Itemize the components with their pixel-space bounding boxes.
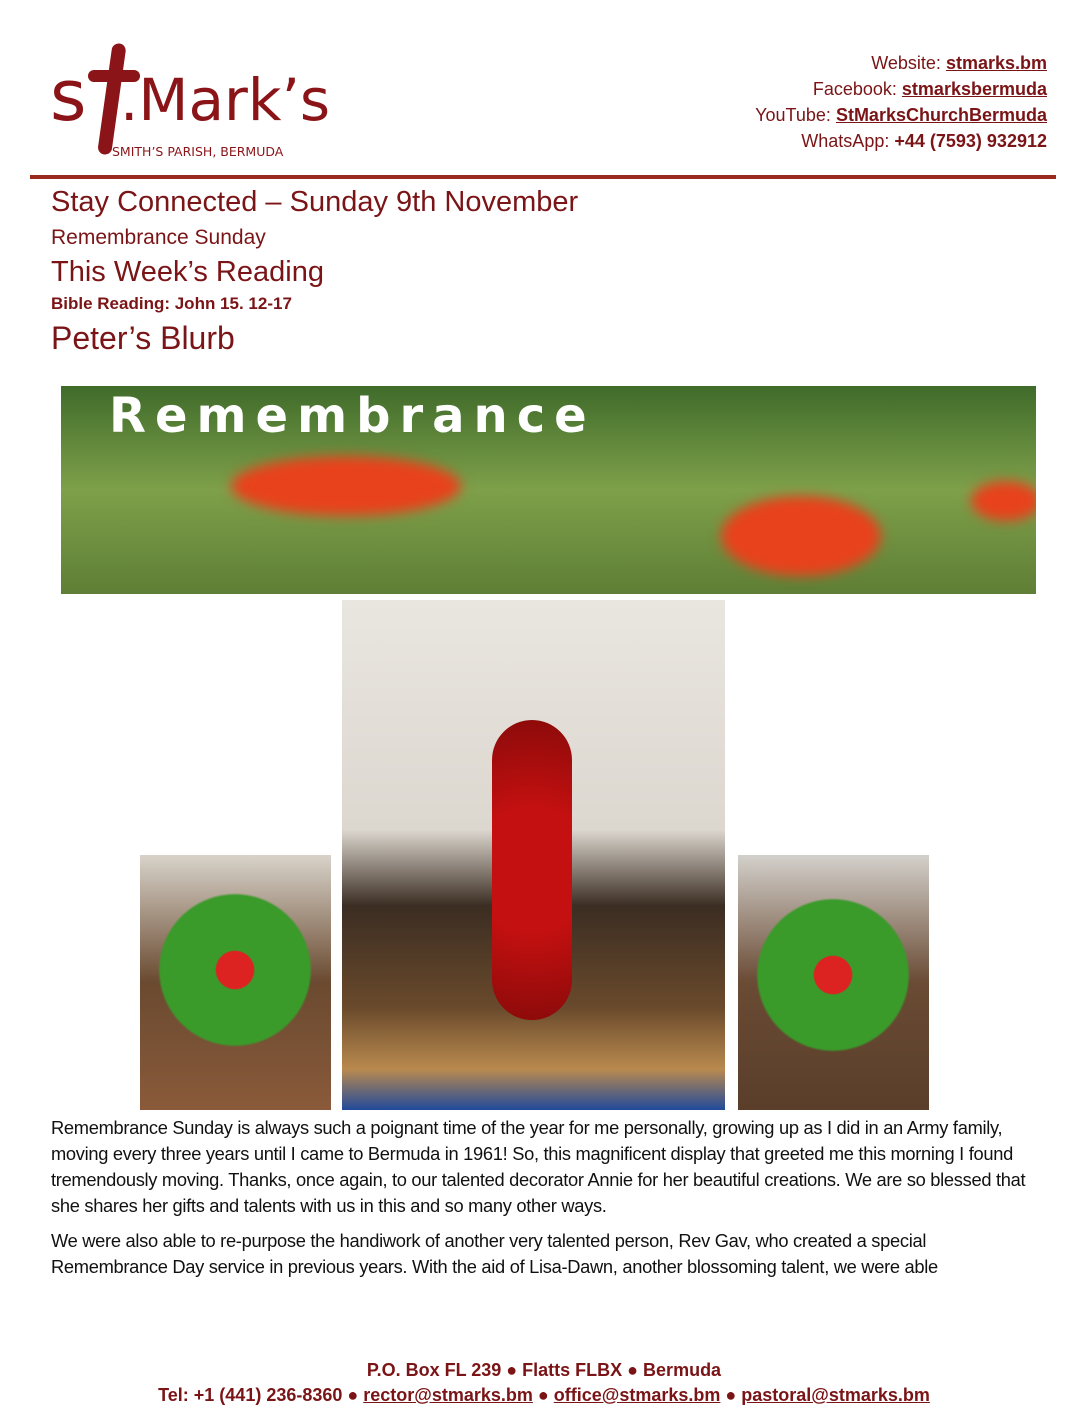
footer-contact: Tel: +1 (441) 236-8360 ● rector@stmarks.bm ● office@stmarks.bm ● pastoral@stmarks.bm (158, 1385, 930, 1405)
header-divider (30, 175, 1056, 179)
st-marks-logo (50, 38, 330, 163)
contact-website: Website: stmarks.bm (871, 53, 1047, 73)
youtube-link[interactable]: StMarksChurchBermuda (835, 105, 1047, 125)
svg-text:.Mark’s: .Mark’s (120, 66, 330, 134)
paragraph: We were also able to re-purpose the handiwork of another very talented person, Rev Gav, who created a special Remembrance Day service in previous years. With the aid of Lisa-Dawn, another blossoming talent, we were able (51, 1230, 938, 1277)
svg-text:SMITH’S PARISH, BERMUDA: SMITH’S PARISH, BERMUDA (112, 144, 284, 159)
reading-heading: This Week’s Reading (51, 256, 324, 288)
left-flower-arrangement-photo (140, 855, 331, 1110)
paragraph: Remembrance Sunday is always such a poignant time of the year for me personally, growing up as I did in an Army family, moving every three years until I came to Bermuda in 1961! So, this magnificent display that greeted me this morning I found tremendously moving. Thanks, once again, to our talented decorator Annie for her beautiful creations. We are so blessed that she shares her gifts and talents with us in this and so many other ways. (51, 1117, 1026, 1216)
pastoral-email-link[interactable]: pastoral@stmarks.bm (741, 1385, 930, 1405)
blurb-body (51, 1115, 1041, 1289)
bible-reading: Bible Reading: John 15. 12-17 (51, 294, 292, 313)
contact-facebook: Facebook: stmarksbermuda (812, 79, 1047, 99)
altar-poppy-display-photo (342, 600, 725, 1110)
remembrance-banner-image (61, 386, 1036, 594)
page-subtitle: Remembrance Sunday (51, 226, 266, 249)
website-link[interactable]: stmarks.bm (945, 53, 1047, 73)
blurb-heading: Peter’s Blurb (51, 320, 235, 356)
facebook-link[interactable]: stmarksbermuda (901, 79, 1047, 99)
page-title: Stay Connected – Sunday 9th November (51, 186, 579, 218)
footer-address: P.O. Box FL 239 ● Flatts FLBX ● Bermuda (366, 1360, 722, 1380)
contact-youtube: YouTube: StMarksChurchBermuda (755, 105, 1047, 125)
banner-title: Remembrance (109, 388, 596, 444)
rector-email-link[interactable]: rector@stmarks.bm (363, 1385, 533, 1405)
office-email-link[interactable]: office@stmarks.bm (553, 1385, 721, 1405)
contact-whatsapp: WhatsApp: +44 (7593) 932912 (801, 131, 1047, 151)
svg-text:s: s (50, 55, 87, 137)
contact-info (755, 50, 1047, 154)
right-flower-arrangement-photo (738, 855, 929, 1110)
